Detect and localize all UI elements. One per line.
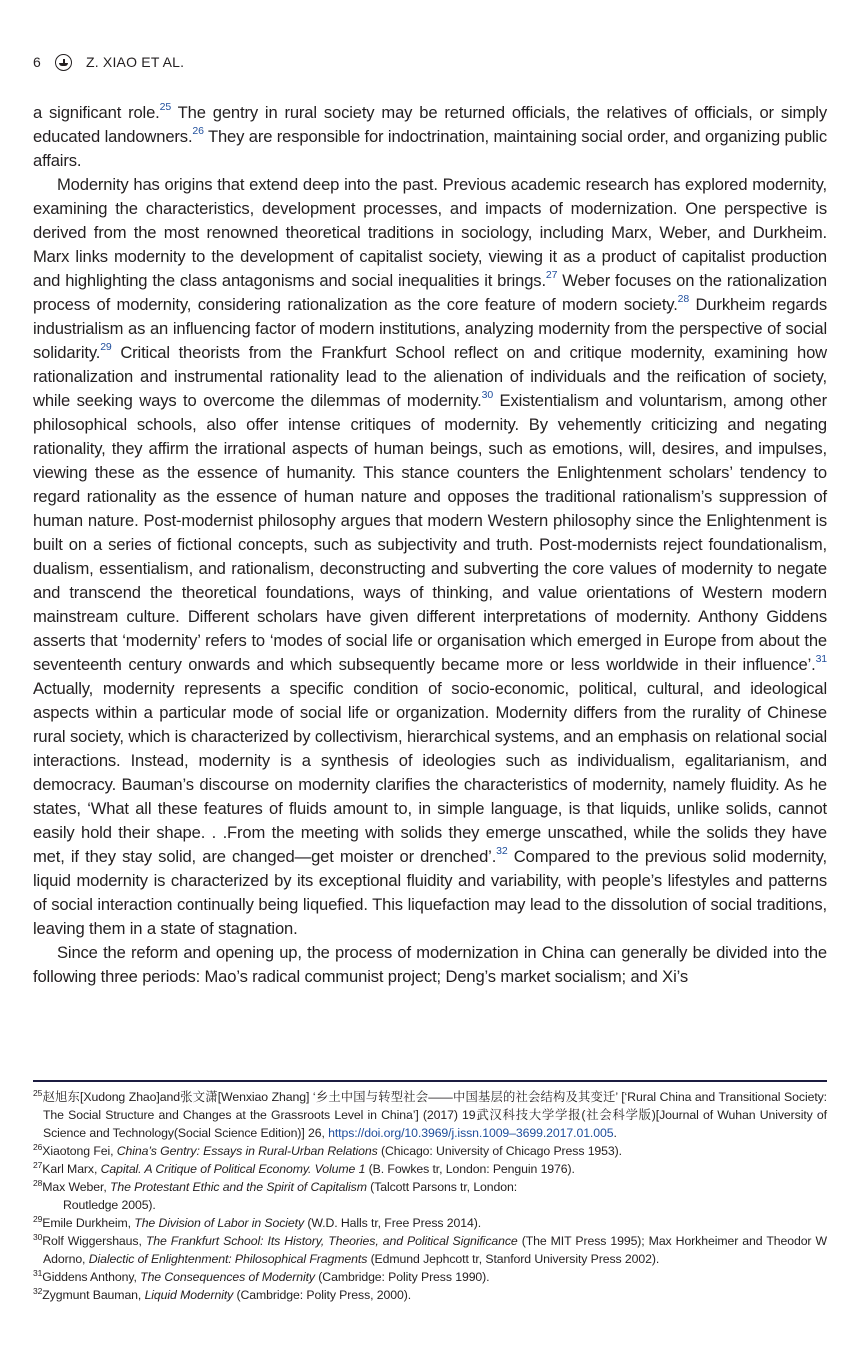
footnote-31: $^{31}$Giddens Anthony, The Consequences of Modernity (Cambridge: Polity Press 1990). [33,1267,490,1284]
footnote-ref-31[interactable]: 31 [815,653,827,666]
footnote-30: $^{30}$Rolf Wiggershaus, The Frankfurt School: Its History, Theories, and Political Significance (The MIT Press 1995); Max Horkheimer and Theodor W Adorno, Dialectic of Enlightenment: Philosophical Fragments (Edmund Jephcott tr, Stanford University Press 2002). [33,1231,827,1266]
footnote-26: $^{26}$Xiaotong Fei, China’s Gentry: Essays in Rural-Urban Relations (Chicago: University of Chicago Press 1953). [33,1141,622,1158]
footnote-ref-32[interactable]: 32 [496,845,508,858]
footnote-ref-26[interactable]: 26 [192,125,204,138]
footnote-ref-30[interactable]: 30 [481,389,494,402]
footnote-divider [33,1080,827,1082]
footnote-ref-28[interactable]: 28 [677,293,690,306]
footnote-32: $^{32}$Zygmunt Bauman, Liquid Modernity (Cambridge: Polity Press, 2000). [33,1285,412,1302]
paragraph-1: a significant role.$^{25}$ The gentry in rural society may be returned officials, the relatives of officials, or simply educated landowners.$^{26}$ They are responsible for indoctrination, maintaining social order, and organizing public affairs. [33,101,827,170]
page-header [33,52,184,72]
body-text [33,101,827,989]
footnote-25: $^{25}$赵旭东[Xudong Zhao]and张文潇[Wenxiao Zhang] ‘乡土中国与转型社会——中国基层的社会结构及其变迁’ [‘Rural China and Transitional Society: The Social Structure and Changes at the Grassroots Level in China’] (2017) 19武汉科技大学学报(社会科学版)[Journal of Wuhan University of Science and Technology(Social Science Edition)] 26, https://doi.org/10.3969/j.issn.1009–3699.2017.01.005. [33,1087,827,1140]
footnote-28: $^{28}$Max Weber, The Protestant Ethic and the Spirit of Capitalism (Talcott Parsons tr, London: Routledge 2005). [33,1177,518,1212]
doi-link[interactable]: https://doi.org/10.3969/j.issn.1009–3699.2017.01.005 [328,1126,614,1140]
paragraph-3: Since the reform and opening up, the process of modernization in China can generally be divided into the following three periods: Mao’s radical communist project; Deng’s market socialism; and Xi’s [33,943,827,986]
footnote-ref-27[interactable]: 27 [545,269,558,282]
page-number: 6 [33,54,41,70]
paragraph-2: Modernity has origins that extend deep into the past. Previous academic research has explored modernity, examining the characteristics, development processes, and impacts of modernization. One perspective is derived from the most renowned theoretical traditions in sociology, including Marx, Weber, and Durkheim. Marx links modernity to the development of capitalist society, viewing it as a product of capitalist production and highlighting the class antagonisms and social inequalities it brings.$^{27}$ Weber focuses on the rationalization process of modernity, considering rationalization as the core feature of modern society.$^{28}$ Durkheim regards industrialism as an influencing factor of modern institutions, analyzing modernity from the perspective of social solidarity.$^{29}$ Critical theorists from the Frankfurt School reflect on and critique modernity, examining how rationalization and instrumental rationality lead to the alienation of individuals and the reification of society, while seeking ways to overcome the dilemmas of modernity.$^{30}$ Existentialism and voluntarism, among other philosophical schools, also offer intense critiques of modernity. By vehemently criticizing and negating rationality, they affirm the irrational aspects of human beings, such as emotions, will, desires, and impulses, viewing these as the essence of humanity. This stance counters the Enlightenment scholars’ tendency to regard rationality as the essence of human nature and opposes the traditional rationalism’s suppression of human nature. Post-modernist philosophy argues that modern Western philosophy since the Enlightenment is built on a series of fictional concepts, such as subjectivity and truth. Post-modernists reject foundationalism, dualism, essentialism, and rationalism, deconstructing and subverting the core values of modernity to negate and transcend the theoretical foundations, ways of thinking, and value orientations of Western modern mainstream culture. Different scholars have given different interpretations of modernity. Anthony Giddens asserts that ‘modernity’ refers to ‘modes of social life or organisation which emerged in Europe from about the seventeenth century onwards and which subsequently became more or less worldwide in their influence’.$^{31}$ Actually, modernity represents a specific condition of socio-economic, political, cultural, and ideological aspects within a particular mode of social life or organization. Modernity differs from the rurality of Chinese rural society, which is characterized by collectivism, hierarchical systems, and an emphasis on relational social interactions. Instead, modernity is a synthesis of ideologies such as individualism, egalitarianism, and democracy. Bauman’s discourse on modernity clarifies the characteristics of modernity, namely fluidity. As he states, ‘What all these features of fluids amount to, in simple language, is that liquids, unlike solids, cannot easily hold their shape. . .From the meeting with solids they emerge unscathed, while the solids they have met, if they stay solid, are changed—get moister or drenched’.$^{32}$ Compared to the previous solid modernity, liquid modernity is characterized by its exceptional fluidity and variability, with people’s lifestyles and patterns of social interaction continually being liquefied. This liquefaction may lead to the dissolution of social traditions, leaving them in a state of stagnation. [33,175,828,938]
footnotes [33,1088,827,1304]
footnote-27: $^{27}$Karl Marx, Capital. A Critique of Political Economy. Volume 1 (B. Fowkes tr, London: Penguin 1976). [33,1159,575,1176]
publisher-lamp-icon [55,54,72,71]
running-head: Z. XIAO ET AL. [86,54,185,70]
footnote-ref-29[interactable]: 29 [100,341,112,354]
footnote-ref-25[interactable]: 25 [159,101,172,114]
footnote-29: $^{29}$Emile Durkheim, The Division of Labor in Society (W.D. Halls tr, Free Press 2014). [33,1213,482,1230]
